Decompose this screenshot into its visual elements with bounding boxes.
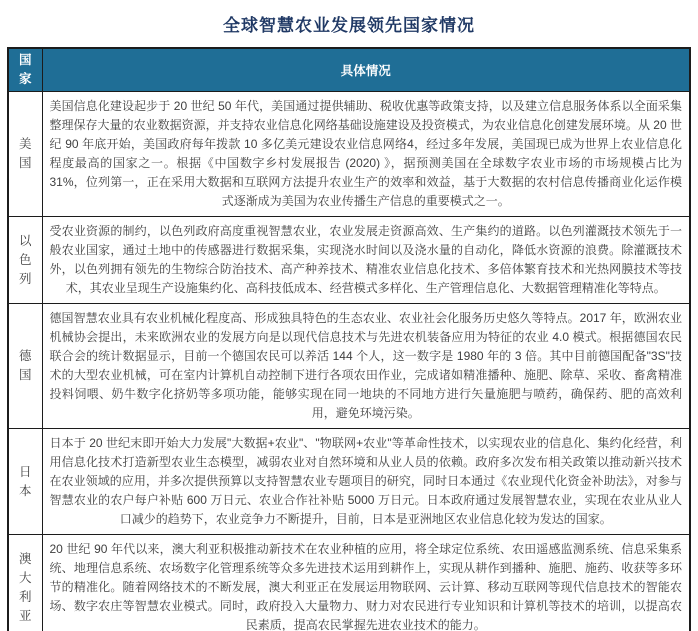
table-row-israel bbox=[8, 217, 690, 304]
country-cell-germany bbox=[8, 304, 42, 429]
header-row bbox=[8, 48, 690, 92]
detail-cell-australia: 20 世纪 90 年代以来，澳大利亚积极推动新技术在农业种植的应用，将全球定位系统、农田遥感监测系统、信息采集系统、地理信息系统、农场数字化管理系统等众多先进技术运用到耕作上，实现从耕作到播种、施肥、施药、收获等多环节的精准化。随着网络技术的不断发展，澳大利亚正在发展运用物联网、云计算、移动互联网等现代信息技术的智能农场、数字农庄等智慧农业模式。同时，政府投入大量物力、财力对农民进行专业知识和计算机等技术的培训，以提高农民素质，提高农民掌握先进农业技术的能力。 bbox=[42, 535, 690, 631]
country-label: 日本 bbox=[19, 464, 32, 498]
country-cell-australia bbox=[8, 535, 42, 631]
column-header-detail: 具体情况 bbox=[42, 48, 690, 92]
country-label: 以色列 bbox=[19, 233, 32, 286]
country-label: 澳大利亚 bbox=[19, 551, 32, 623]
smart-agriculture-countries-table bbox=[7, 47, 691, 631]
country-cell-japan bbox=[8, 429, 42, 535]
table-row-germany bbox=[8, 304, 690, 429]
country-label: 德国 bbox=[19, 349, 32, 382]
country-label: 美国 bbox=[19, 137, 32, 170]
column-header-country bbox=[8, 48, 42, 92]
detail-cell-japan: 日本于 20 世纪末即开始大力发展"大数据+农业"、"物联网+农业"等革命性技术，以实现农业的信息化、集约化经营，利用信息化技术打造新型农业生态模型，减弱农业对自然环境和从业人员的依赖。政府多次发布相关政策以推动新兴技术在农业领域的应用，并多次提供预算以支持智慧农业专题项目的研究，同时日本通过《农业现代化资金补助法》，对参与智慧农业的农户每户补贴 600 万日元、农业合作社补贴 5000 万日元。日本政府通过发展智慧农业，实现在农业从业人口减少的趋势下，农业竞争力不断提升，目前，日本是亚洲地区农业信息化较为发达的国家。 bbox=[42, 429, 690, 535]
table-row-australia bbox=[8, 535, 690, 631]
detail-cell-israel: 受农业资源的制约，以色列政府高度重视智慧农业，农业发展走资源高效、生产集约的道路。以色列灌溉技术领先于一般农业国家，通过土地中的传感器进行数据采集，实现浇水时间以及浇水量的自动化，降低水资源的浪费。除灌溉技术外，以色列拥有领先的生物综合防治技术、高产种养技术、精准农业信息化技术、多倍体繁育技术和光热网膜技术等技术，其农业呈现生产设施集约化、高科技低成本、经营模式多样化、生产管理信息化、大数据管理精准化等特点。 bbox=[42, 217, 690, 304]
column-header-country-label: 国家 bbox=[19, 53, 32, 86]
page-title: 全球智慧农业发展领先国家情况 bbox=[223, 16, 475, 35]
table-row-japan bbox=[8, 429, 690, 535]
country-cell-usa bbox=[8, 92, 42, 217]
table-row-usa bbox=[8, 92, 690, 217]
detail-cell-usa: 美国信息化建设起步于 20 世纪 50 年代，美国通过提供辅助、税收优惠等政策支持，以及建立信息服务体系以全面采集整理保存大量的农业数据资源，并支持农业信息化网络基础设施建设及投资模式，为农业信息化创建发展环境。从 20 世纪 90 年底开始，美国政府每年拨款 10 多亿美元建设农业信息网络4，经过多年发展，美国现已成为世界上农业信息化程度最高的国家之一。根据《中国数字乡村发展报告 (2020) 》，据预测美国在全球数字农业市场的市场规模占比为 31%，位列第一，正在采用大数据和互联网方法提升农业生产的效率和效益，基于大数据的农村信息传播商业化运作模式逐渐成为美国为农业传播生产信息的重要模式之一。 bbox=[42, 92, 690, 217]
country-cell-israel bbox=[8, 217, 42, 304]
detail-cell-germany: 德国智慧农业具有农业机械化程度高、形成独具特色的生态农业、农业社会化服务历史悠久等特点。2017 年，欧洲农业机械协会提出，未来欧洲农业的发展方向是以现代信息技术与先进农机装备应用为特征的农业 4.0 模式。根据德国农民联合会的统计数据显示，目前一个德国农民可以养活 144 个人，这一数字是 1980 年的 3 倍。其中目前德国配备"3S"技术的大型农业机械，可在室内计算机自动控制下进行各项农田作业，完成诸如精准播种、施肥、除草、采收、畜禽精准投料饲喂、奶牛数字化挤奶等多项功能，能够实现在同一地块的不同地方进行矢量施肥与喷药，确保药、肥的高效利用，避免环境污染。 bbox=[42, 304, 690, 429]
